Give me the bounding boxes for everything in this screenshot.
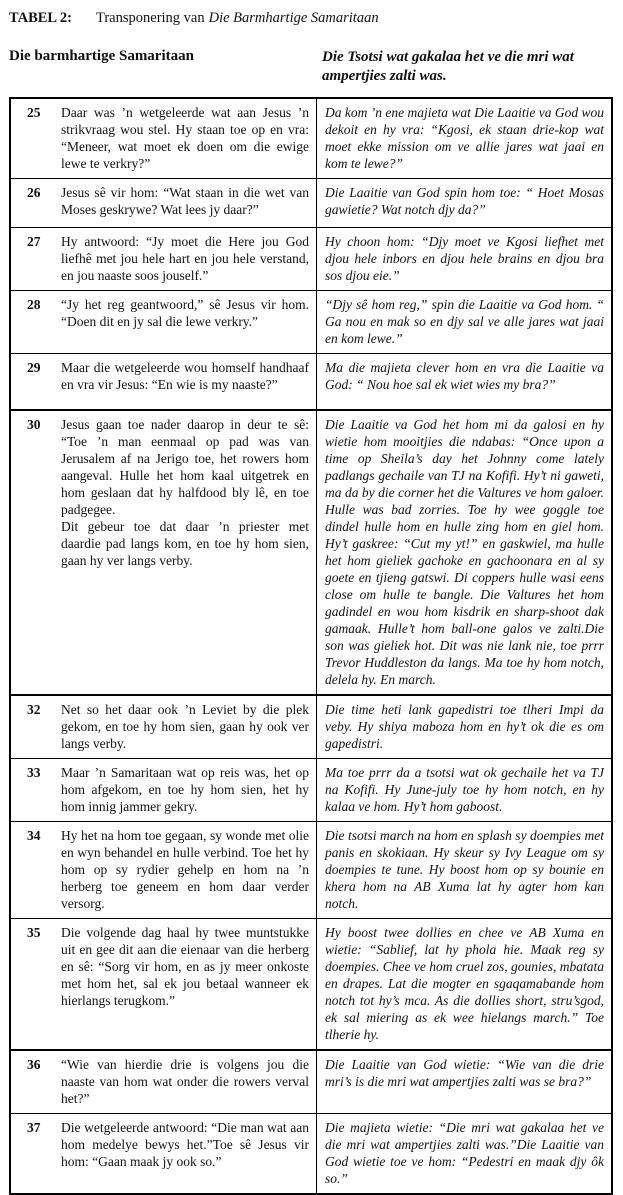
- table-block: [11, 694, 611, 1049]
- afrikaans-text: Maar die wetgeleerde wou homself handhaaf en vra vir Jesus: “En wie is my naaste?”: [61, 359, 309, 392]
- verse-number: 30: [27, 416, 41, 432]
- afrikaans-text: Jesus sê vir hom: “Wat staan in die wet van Moses geskrywe? Wat lees jy daar?”: [61, 184, 309, 217]
- afrikaans-text: Maar ’n Samaritaan wat op reis was, het op hom afgekom, en toe hy hom sien, het hy hom innig jammer gekry.: [61, 764, 309, 814]
- verse-number: 37: [27, 1119, 41, 1135]
- table-row: [11, 227, 611, 290]
- tsotsitaal-text: Ma toe prrr da a tsotsi wat ok gechaile het va TJ na Kofifi. Hy June-july toe hy hom notch, en hy kalaa ve hom. Hy’t hom gaboost.: [325, 764, 604, 814]
- tsotsitaal-text: Die tsotsi march na hom en splash sy doempies met panis en skokiaan. Hy skeur sy Ivy League om sy doempies te tune. Hy boost hom op sy bounie en khera hom na AB Xuma lat hy agter hom kan notch.: [325, 827, 604, 911]
- table-row: [11, 821, 611, 918]
- verse-number: 25: [27, 104, 41, 120]
- column-header-tsotsitaal: Die Tsotsi wat gakalaa het ve die mri wat ampertjies zalti was.: [322, 49, 574, 84]
- verse-number: 35: [27, 924, 41, 940]
- verse-number: 33: [27, 764, 41, 780]
- table-row: [11, 1113, 611, 1193]
- table-row: [11, 758, 611, 821]
- tsotsitaal-text: Hy choon hom: “Djy moet ve Kgosi liefhet met djou hele inbors en djou hele brains en djou bra sos djou eie.”: [325, 233, 604, 283]
- afrikaans-text: Hy het na hom toe gegaan, sy wonde met olie en wyn behandel en hulle verbind. Toe het hy hom op sy rydier gehelp en hom na ’n herberg toe geneem en hom daar verder versorg.: [61, 827, 309, 911]
- tsotsitaal-text: Die Laaitie va God het hom mi da galosi en hy wietie hom mooitjies die ndabas: “Once upon a time op Sheila’s day het Johnny come lately padlangs gechaile van TJ na Kofifi. Hy’t ni gaweti, ma da by die corner het die Valtures ve hom galoer. Hulle was bad zorries. Toe hy wee goggle toe dindel hulle hom en hulle zing hom en giel hom. Hy’t gaskree: “Cut my yt!” en gaskwiel, ma hulle het hom gieliek gachoke en gachoonara en al sy goete en tjieng gatswi. Di coppers hulle wasi eens close om hulle te bangle. Die Valtures het hom gadindel en wou hom kisdrik en sharp-shoot dak gamaak. Hulle’t hom ball-one galos ve zalti.Die son was gieliek hot. Dit was nie lank nie, toe prrr Trevor Huddleston da langs. Ma toe hy hom notch, delela hy. En march.: [325, 416, 604, 687]
- tsotsitaal-text: Die majieta wietie: “Die mri wat gakalaa het ve die mri wat ampertjies zalti was.”Die Laaitie van God wietie toe ve hom: “Pedestri en maak djy ôk so.”: [325, 1119, 604, 1186]
- tsotsitaal-text: Die time heti lank gapedistri toe tlheri Impi da veby. Hy shiya maboza hom en hy’t ok die es om gapedistri.: [325, 701, 604, 751]
- table-block: [11, 99, 611, 409]
- tsotsitaal-text: Da kom ’n ene majieta wat Die Laaitie va God wou dekoit en hy vra: “Kgosi, ek staan drie-kop wat moet ekke mission om ve allie jares wat jaai en kom te lewe?”: [325, 104, 604, 171]
- afrikaans-text: Net so het daar ook ’n Leviet by die plek gekom, en toe hy hom sien, gaan hy ook ver langs verby.: [61, 701, 309, 751]
- table-row: [11, 696, 611, 758]
- table-caption-label: TABEL 2:: [9, 10, 72, 26]
- table-block: [11, 1049, 611, 1193]
- column-header-afrikaans: Die barmhartige Samaritaan: [9, 48, 194, 64]
- verse-number: 27: [27, 233, 41, 249]
- table-row: [11, 411, 611, 694]
- afrikaans-text: Daar was ’n wetgeleerde wat aan Jesus ’n strikvraag wou stel. Hy staan toe op en vra: “Meneer, wat moet ek doen om die ewige lewe te verkry?”: [61, 104, 309, 171]
- afrikaans-text: “Wie van hierdie drie is volgens jou die naaste van hom wat onder die rowers verval het?”: [61, 1056, 309, 1106]
- tsotsitaal-text: Ma die majieta clever hom en vra die Laaitie va God: “ Nou hoe sal ek wiet wies my bra?”: [325, 359, 604, 392]
- table-caption-prefix: Transponering van: [96, 10, 205, 26]
- table-row: [11, 918, 611, 1049]
- table-caption-title: Die Barmhartige Samaritaan: [208, 10, 379, 26]
- column-headers: [9, 48, 614, 86]
- table-row: [11, 99, 611, 178]
- table-row: [11, 353, 611, 409]
- tsotsitaal-text: Die Laaitie van God spin hom toe: “ Hoet Mosas gawietie? Wat notch djy da?”: [325, 184, 604, 217]
- table-caption: [9, 10, 614, 27]
- afrikaans-text: Die wetgeleerde antwoord: “Die man wat aan hom medelye bewys het.”Toe sê Jesus vir hom: “Gaan maak jy ook so.”: [61, 1119, 309, 1169]
- table-caption-text: [96, 10, 379, 26]
- tsotsitaal-text: Die Laaitie van God wietie: “Wie van die drie mri’s is die mri wat ampertjies zalti was se bra?”: [325, 1056, 604, 1089]
- afrikaans-text: Hy antwoord: “Jy moet die Here jou God liefhê met jou hele hart en jou hele verstand, en jou naaste soos jouself.”: [61, 233, 309, 283]
- verse-number: 34: [27, 827, 41, 843]
- afrikaans-text: “Jy het reg geantwoord,” sê Jesus vir hom. “Doen dit en jy sal die lewe verkry.”: [61, 296, 309, 329]
- afrikaans-text: Die volgende dag haal hy twee muntstukke uit en gee dit aan die eienaar van die herberg en sê: “Sorg vir hom, en as jy meer onkoste met hom het, sal ek jou betaal wanneer ek hierlangs terugkom.”: [61, 924, 309, 1008]
- table-row: [11, 290, 611, 353]
- verse-number: 26: [27, 184, 41, 200]
- verse-number: 29: [27, 359, 41, 375]
- table-row: [11, 178, 611, 227]
- transposition-table: [9, 97, 613, 1195]
- verse-number: 28: [27, 296, 41, 312]
- verse-number: 36: [27, 1056, 41, 1072]
- tsotsitaal-text: “Djy sê hom reg,” spin die Laaitie va God hom. “ Ga nou en mak so en djy sal ve alle jares wat jaai en kom lewe.”: [325, 296, 604, 346]
- tsotsitaal-text: Hy boost twee dollies en chee ve AB Xuma en wietie: “Sablief, lat hy phola hie. Maak reg sy doempies. Chee ve hom cruel zos, gounies, mbatata en drapes. Lat die mogter en sgaqamabande hom notch tot hy’s mca. As die dollies short, stru’sgod, ek sal miering as ek wee hielangs march.” Toe tlherie hy.: [325, 924, 604, 1042]
- verse-number: 32: [27, 701, 41, 717]
- table-row: [11, 1051, 611, 1113]
- table-block: [11, 409, 611, 694]
- afrikaans-text-paragraph2: Dit gebeur toe dat daar ’n priester met daardie pad langs kom, en toe hy hom sien, gaan hy ver langs verby.: [61, 518, 309, 568]
- afrikaans-text: Jesus gaan toe nader daarop in deur te sê: “Toe ’n man eenmaal op pad was van Jerusalem af na Jerigo toe, het rowers hom aangeval. Hulle het hom kaal uitgetrek en hom geslaan dat hy halfdood bly lê, en toe padgegee.: [61, 416, 309, 517]
